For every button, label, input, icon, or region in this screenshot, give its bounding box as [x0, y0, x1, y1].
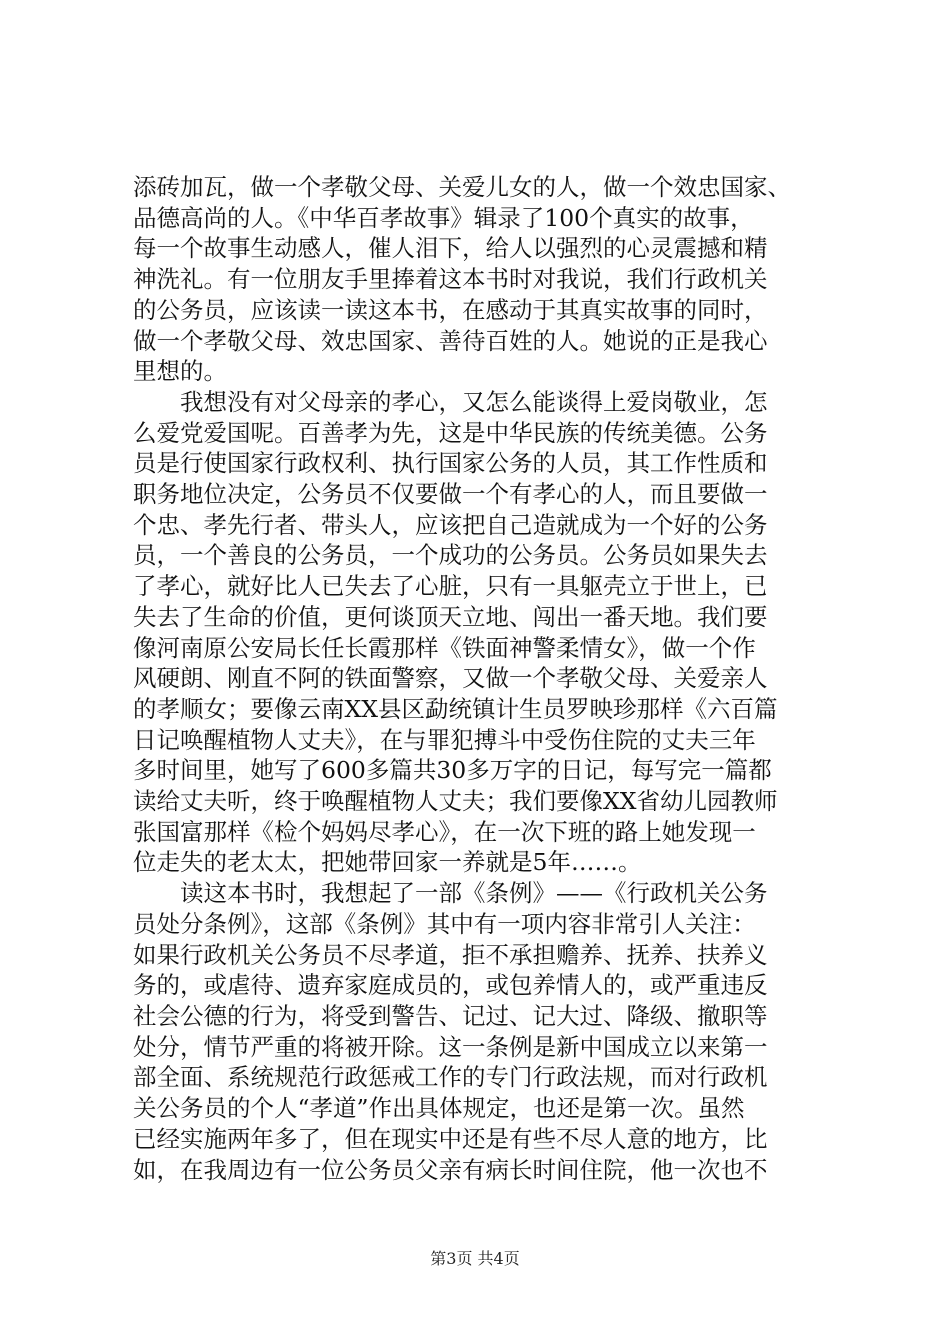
paragraph-start-line: 读这本书时，我想起了一部《条例》——《行政机关公务: [180, 879, 768, 908]
text-line: 部全面、系统规范行政惩戒工作的专门行政法规，而对行政机: [133, 1063, 768, 1092]
text-line: 每一个故事生动感人，催人泪下，给人以强烈的心灵震撼和精: [133, 234, 768, 263]
text-line: 员是行使国家行政权利、执行国家公务的人员，其工作性质和: [133, 449, 768, 478]
text-line: 已经实施两年多了，但在现实中还是有些不尽人意的地方，比: [133, 1124, 768, 1153]
text-line: 员，一个善良的公务员，一个成功的公务员。公务员如果失去: [133, 541, 768, 570]
body-text: [133, 172, 833, 1185]
text-line: 的孝顺女；要像云南XX县区勐统镇计生员罗映珍那样《六百篇: [133, 694, 778, 723]
text-line: 的公务员，应该读一读这本书，在感动于其真实故事的同时，: [133, 295, 768, 324]
text-line: 日记唤醒植物人丈夫》，在与罪犯搏斗中受伤住院的丈夫三年: [133, 725, 756, 754]
text-line: 职务地位决定，公务员不仅要做一个有孝心的人，而且要做一: [133, 480, 768, 509]
text-line: 多时间里，她写了600多篇共30多万字的日记，每写完一篇都: [133, 756, 772, 785]
text-line: 添砖加瓦，做一个孝敬父母、关爱儿女的人，做一个效忠国家、: [133, 173, 791, 201]
text-line: 员处分条例》，这部《条例》其中有一项内容非常引人关注：: [133, 909, 756, 938]
text-line: 做一个孝敬父母、效忠国家、善待百姓的人。她说的正是我心: [133, 326, 768, 355]
text-line: 关公务员的个人“孝道”作出具体规定，也还是第一次。虽然: [133, 1094, 745, 1123]
text-line: 如果行政机关公务员不尽孝道，拒不承担赡养、抚养、扶养义: [133, 940, 768, 969]
text-line: 如，在我周边有一位公务员父亲有病长时间住院，他一次也不: [133, 1155, 768, 1184]
text-line: 失去了生命的价值，更何谈顶天立地、闯出一番天地。我们要: [133, 602, 768, 631]
text-line: 处分，情节严重的将被开除。这一条例是新中国成立以来第一: [133, 1032, 768, 1061]
text-line: 读给丈夫听，终于唤醒植物人丈夫；我们要像XX省幼儿园教师: [133, 787, 778, 816]
text-line: 像河南原公安局长任长霞那样《铁面神警柔情女》，做一个作: [133, 633, 756, 662]
text-line: 了孝心，就好比人已失去了心脏，只有一具躯壳立于世上，已: [133, 572, 768, 601]
text-line: 务的，或虐待、遗弃家庭成员的，或包养情人的，或严重违反: [133, 971, 768, 1000]
text-line: 风硬朗、刚直不阿的铁面警察，又做一个孝敬父母、关爱亲人: [133, 664, 768, 693]
paragraph-start-line: 我想没有对父母亲的孝心，又怎么能谈得上爱岗敬业，怎: [180, 387, 768, 416]
text-line: 位走失的老太太，把她带回家一养就是5年……。: [133, 848, 642, 877]
page-number-footer: 第3页 共4页: [430, 1249, 520, 1268]
text-line: 张国富那样《检个妈妈尽孝心》，在一次下班的路上她发现一: [133, 817, 756, 846]
text-line: 个忠、孝先行者、带头人，应该把自己造就成为一个好的公务: [133, 510, 768, 539]
text-line: 么爱党爱国呢。百善孝为先，这是中华民族的传统美德。公务: [133, 418, 768, 447]
text-line: 里想的。: [133, 357, 227, 386]
text-line: 社会公德的行为，将受到警告、记过、记大过、降级、撤职等: [133, 1001, 768, 1030]
text-line: 品德高尚的人。《中华百孝故事》辑录了100个真实的故事，: [133, 203, 754, 232]
text-line: 神洗礼。有一位朋友手里捧着这本书时对我说，我们行政机关: [133, 265, 768, 294]
